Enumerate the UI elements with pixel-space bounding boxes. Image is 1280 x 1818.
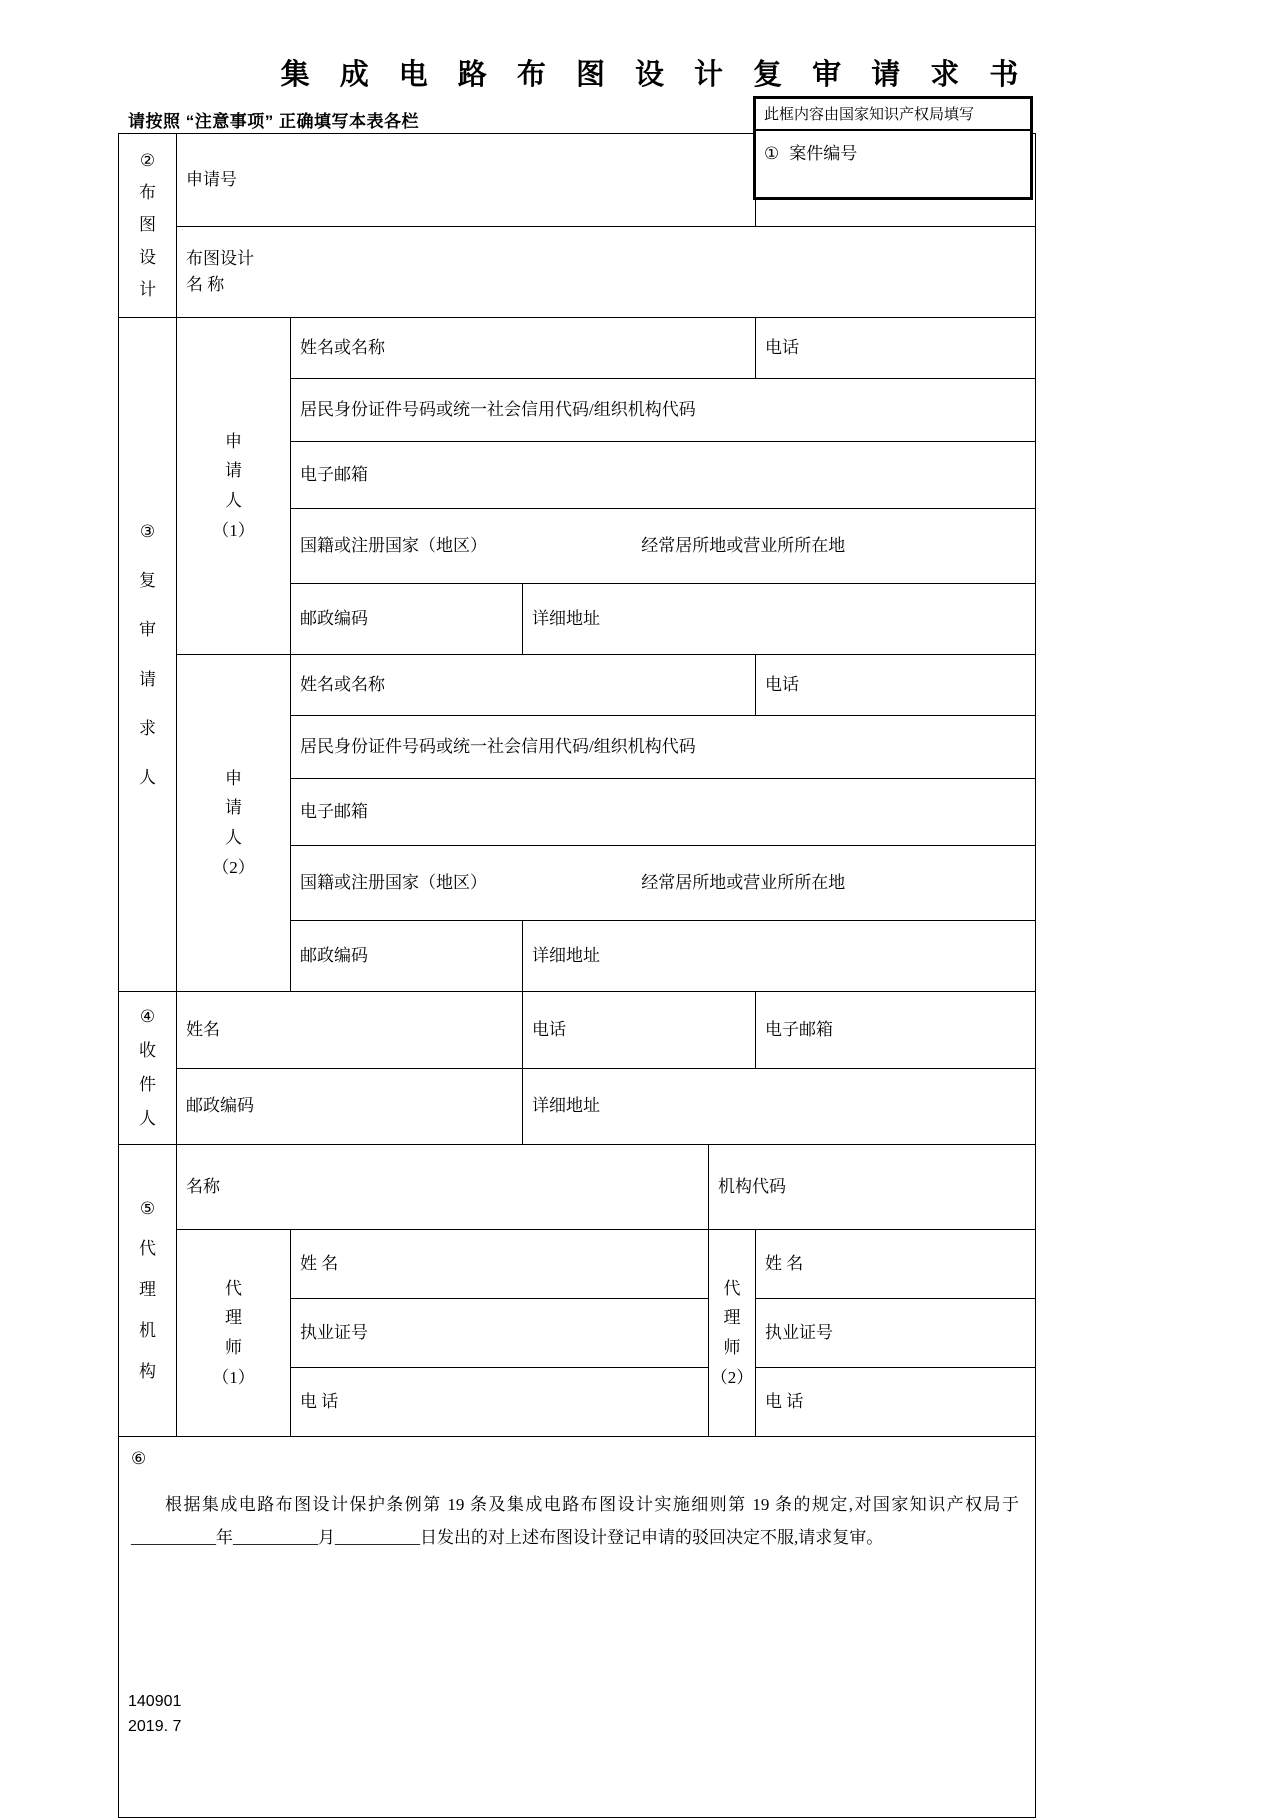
application-number-label: 申请号 <box>186 169 237 189</box>
table-row <box>119 1069 1036 1145</box>
applicant-2-char-3: （2） <box>212 857 255 877</box>
section6-paragraph: 根据集成电路布图设计保护条例第 19 条及集成电路布图设计实施细则第 19 条的规定,对国家知识产权局于__________年__________月__________日发出的对上述布图设计登记申请的驳回决定不服,请求复审。 <box>131 1494 1019 1547</box>
agent-2-name-field[interactable] <box>756 1230 1036 1299</box>
section5-char-3: 构 <box>139 1361 156 1381</box>
footer <box>128 1690 181 1740</box>
applicant-2-address-field[interactable] <box>523 921 1036 992</box>
section6-statement-area[interactable] <box>119 1437 1036 1818</box>
applicant-1-id-field[interactable] <box>291 379 1036 442</box>
section5-char-1: 理 <box>139 1280 156 1300</box>
applicant-2-side-label <box>177 655 291 992</box>
applicant-2-address-label: 详细地址 <box>532 945 600 965</box>
applicant-1-char-0: 申 <box>225 431 242 451</box>
recipient-name-field[interactable] <box>177 992 523 1069</box>
applicant-2-nationality-label: 国籍或注册国家（地区） <box>300 872 487 892</box>
agency-name-field[interactable] <box>177 1145 709 1230</box>
fill-instruction: 请按照 “注意事项” 正确填写本表各栏 <box>128 112 419 131</box>
agent-2-license-field[interactable] <box>756 1299 1036 1368</box>
section3-char-1: 审 <box>139 620 156 640</box>
section5-side-label <box>119 1145 177 1437</box>
applicant-2-email-field[interactable] <box>291 779 1036 846</box>
recipient-name-label: 姓名 <box>186 1019 220 1039</box>
agent-2-name-label: 姓 名 <box>765 1253 804 1273</box>
agent-2-license-label: 执业证号 <box>765 1322 833 1342</box>
main-form-table <box>118 133 1036 1818</box>
applicant-2-name-label: 姓名或名称 <box>300 674 385 694</box>
agent-1-phone-field[interactable] <box>291 1368 709 1437</box>
table-row <box>119 1437 1036 1818</box>
section4-char-2: 人 <box>139 1109 156 1128</box>
applicant-1-email-label: 电子邮箱 <box>300 464 368 484</box>
applicant-2-char-2: 人 <box>225 828 242 847</box>
section3-char-0: 复 <box>139 570 156 590</box>
recipient-address-label: 详细地址 <box>532 1096 600 1116</box>
section2-char-2: 设 <box>139 247 156 267</box>
table-row <box>119 655 1036 716</box>
agent-2-char-2: 师 <box>723 1338 741 1357</box>
agent-1-name-label: 姓 名 <box>300 1253 339 1273</box>
applicant-2-char-1: 请 <box>225 798 242 818</box>
applicant-1-phone-label: 电话 <box>765 337 799 357</box>
applicant-1-postcode-label: 邮政编码 <box>300 608 368 628</box>
section4-char-1: 件 <box>139 1075 156 1094</box>
section4-char-0: 收 <box>139 1041 156 1060</box>
section3-char-2: 请 <box>139 669 156 689</box>
agent-1-phone-label: 电 话 <box>300 1391 339 1411</box>
applicant-2-postcode-field[interactable] <box>291 921 523 992</box>
section-marker-6: ⑥ <box>131 1449 147 1468</box>
agent-1-char-0: 代 <box>225 1278 242 1298</box>
table-row <box>119 1230 1036 1299</box>
applicant-1-postcode-field[interactable] <box>291 584 523 655</box>
applicant-1-side-label <box>177 318 291 655</box>
section4-side-label <box>119 992 177 1145</box>
agent-1-side-label <box>177 1230 291 1437</box>
section-marker-4: ④ <box>139 1007 156 1026</box>
applicant-2-id-label: 居民身份证件号码或统一社会信用代码/组织机构代码 <box>300 736 696 756</box>
official-use-note: 此框内容由国家知识产权局填写 <box>756 99 1030 131</box>
applicant-2-phone-label: 电话 <box>765 674 799 694</box>
applicant-1-email-field[interactable] <box>291 442 1036 509</box>
section-marker-5: ⑤ <box>139 1198 156 1218</box>
agent-2-char-0: 代 <box>723 1278 741 1298</box>
agent-1-license-label: 执业证号 <box>300 1322 368 1342</box>
recipient-postcode-label: 邮政编码 <box>186 1096 254 1116</box>
section5-char-0: 代 <box>139 1239 156 1259</box>
agency-name-label: 名称 <box>186 1176 220 1196</box>
section3-char-4: 人 <box>139 768 156 788</box>
section2-char-1: 图 <box>139 215 156 235</box>
agent-1-char-3: （1） <box>212 1367 255 1387</box>
applicant-2-nationality-field[interactable] <box>291 846 1036 921</box>
recipient-email-field[interactable] <box>756 992 1036 1069</box>
agent-1-char-2: 师 <box>225 1338 242 1357</box>
applicant-2-id-field[interactable] <box>291 716 1036 779</box>
agent-1-name-field[interactable] <box>291 1230 709 1299</box>
table-row <box>119 227 1036 318</box>
agent-2-phone-field[interactable] <box>756 1368 1036 1437</box>
table-row <box>119 992 1036 1069</box>
applicant-1-char-2: 人 <box>225 491 242 510</box>
agent-2-char-1: 理 <box>723 1308 741 1328</box>
applicant-2-name-field[interactable] <box>291 655 756 716</box>
page-title: 集 成 电 路 布 图 设 计 复 审 请 求 书 <box>280 59 1030 91</box>
section3-char-3: 求 <box>139 718 156 738</box>
design-name-field[interactable] <box>177 227 1036 318</box>
recipient-phone-label: 电话 <box>532 1019 566 1039</box>
agent-2-phone-label: 电 话 <box>765 1391 804 1411</box>
agent-2-char-3: （2） <box>710 1367 754 1387</box>
applicant-2-char-0: 申 <box>225 768 242 788</box>
applicant-1-address-label: 详细地址 <box>532 608 600 628</box>
recipient-phone-field[interactable] <box>523 992 756 1069</box>
form-code: 140901 <box>128 1693 182 1710</box>
applicant-1-name-field[interactable] <box>291 318 756 379</box>
applicant-2-email-label: 电子邮箱 <box>300 801 368 821</box>
section-marker-3: ③ <box>139 521 156 541</box>
section5-char-2: 机 <box>139 1320 156 1340</box>
application-number-field[interactable] <box>177 134 756 227</box>
section-marker-2: ② <box>139 150 156 170</box>
recipient-email-label: 电子邮箱 <box>765 1019 833 1039</box>
applicant-1-address-field[interactable] <box>523 584 1036 655</box>
applicant-1-name-label: 姓名或名称 <box>300 337 385 357</box>
agent-1-char-1: 理 <box>225 1308 242 1328</box>
recipient-postcode-field[interactable] <box>177 1069 523 1145</box>
table-row <box>119 1145 1036 1230</box>
applicant-2-postcode-label: 邮政编码 <box>300 945 368 965</box>
applicant-1-nationality-field[interactable] <box>291 509 1036 584</box>
applicant-2-residence-label: 经常居所地或营业所所在地 <box>641 872 846 892</box>
agent-2-side-label <box>709 1230 756 1437</box>
section3-side-label <box>119 318 177 992</box>
applicant-1-id-label: 居民身份证件号码或统一社会信用代码/组织机构代码 <box>300 399 696 419</box>
section-marker-1: ① <box>764 144 780 163</box>
case-number-label: 案件编号 <box>789 144 858 163</box>
official-use-box <box>753 96 1033 200</box>
form-version-date: 2019. 7 <box>128 1717 182 1735</box>
applicant-1-char-3: （1） <box>212 520 255 540</box>
applicant-2-phone-field[interactable] <box>756 655 1036 716</box>
design-name-label-line2: 名 称 <box>186 275 225 294</box>
applicant-1-char-1: 请 <box>225 461 242 481</box>
table-row <box>119 318 1036 379</box>
section2-side-label <box>119 134 177 318</box>
applicant-1-residence-label: 经常居所地或营业所所在地 <box>641 535 846 555</box>
section2-char-3: 计 <box>139 279 156 299</box>
agent-1-license-field[interactable] <box>291 1299 709 1368</box>
applicant-1-nationality-label: 国籍或注册国家（地区） <box>300 535 487 555</box>
agency-code-field[interactable] <box>709 1145 1036 1230</box>
section2-char-0: 布 <box>139 183 156 203</box>
design-name-label-line1: 布图设计 <box>186 248 254 268</box>
applicant-1-phone-field[interactable] <box>756 318 1036 379</box>
case-number-field[interactable] <box>756 131 1030 164</box>
agency-code-label: 机构代码 <box>718 1176 786 1196</box>
recipient-address-field[interactable] <box>523 1069 1036 1145</box>
